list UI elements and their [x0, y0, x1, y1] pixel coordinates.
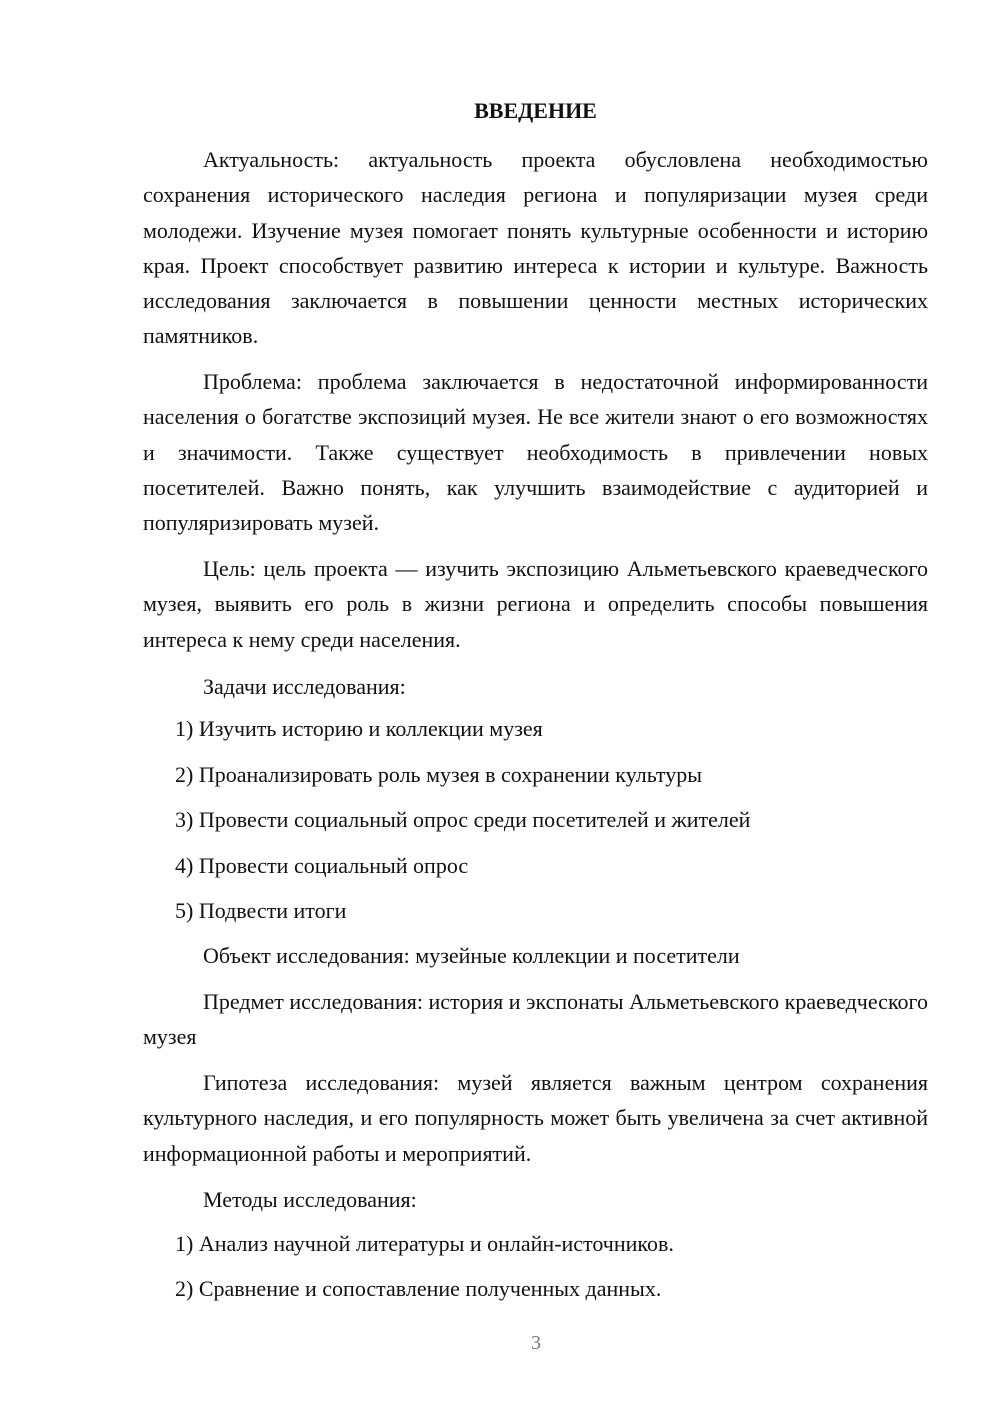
task-item: 2) Проанализировать роль музея в сохранении культуры: [175, 762, 703, 787]
page-number: 3: [531, 1332, 541, 1354]
tasks-heading: Задачи исследования:: [203, 674, 406, 699]
paragraph-subject: Предмет исследования: история и экспонаты Альметьевского краеведческого музея: [143, 989, 928, 1050]
method-item: 2) Сравнение и сопоставление полученных данных.: [175, 1276, 662, 1301]
paragraph-actuality: Актуальность: актуальность проекта обусловлена необходимостью сохранения исторического наследия региона и популяризации музея среди молодежи. Изучение музея помогает понять культурные особенности и историю края. Проект способствует развитию интереса к истории и культуре. Важность исследования заключается в повышении ценности местных исторических памятников.: [143, 147, 928, 349]
paragraph-object: Объект исследования: музейные коллекции и посетители: [203, 943, 740, 968]
page-title: ВВЕДЕНИЕ: [474, 98, 597, 123]
paragraph-hypothesis: Гипотеза исследования: музей является важным центром сохранения культурного наследия, и его популярность может быть увеличена за счет активной информационной работы и мероприятий.: [143, 1070, 928, 1166]
task-item: 1) Изучить историю и коллекции музея: [175, 716, 543, 741]
paragraph-problem: Проблема: проблема заключается в недостаточной информированности населения о богатстве экспозиций музея. Не все жители знают о его возможностях и значимости. Также существует необходимость в привлечении новых посетителей. Важно понять, как улучшить взаимодействие с аудиторией и популяризировать музей.: [143, 369, 928, 536]
task-item: 4) Провести социальный опрос: [175, 853, 469, 878]
task-item: 5) Подвести итоги: [175, 898, 347, 923]
paragraph-goal: Цель: цель проекта — изучить экспозицию Альметьевского краеведческого музея, выявить его роль в жизни региона и определить способы повышения интереса к нему среди населения.: [143, 556, 928, 652]
methods-heading: Методы исследования:: [203, 1187, 417, 1212]
method-item: 1) Анализ научной литературы и онлайн-источников.: [175, 1231, 674, 1256]
task-item: 3) Провести социальный опрос среди посетителей и жителей: [175, 807, 751, 832]
